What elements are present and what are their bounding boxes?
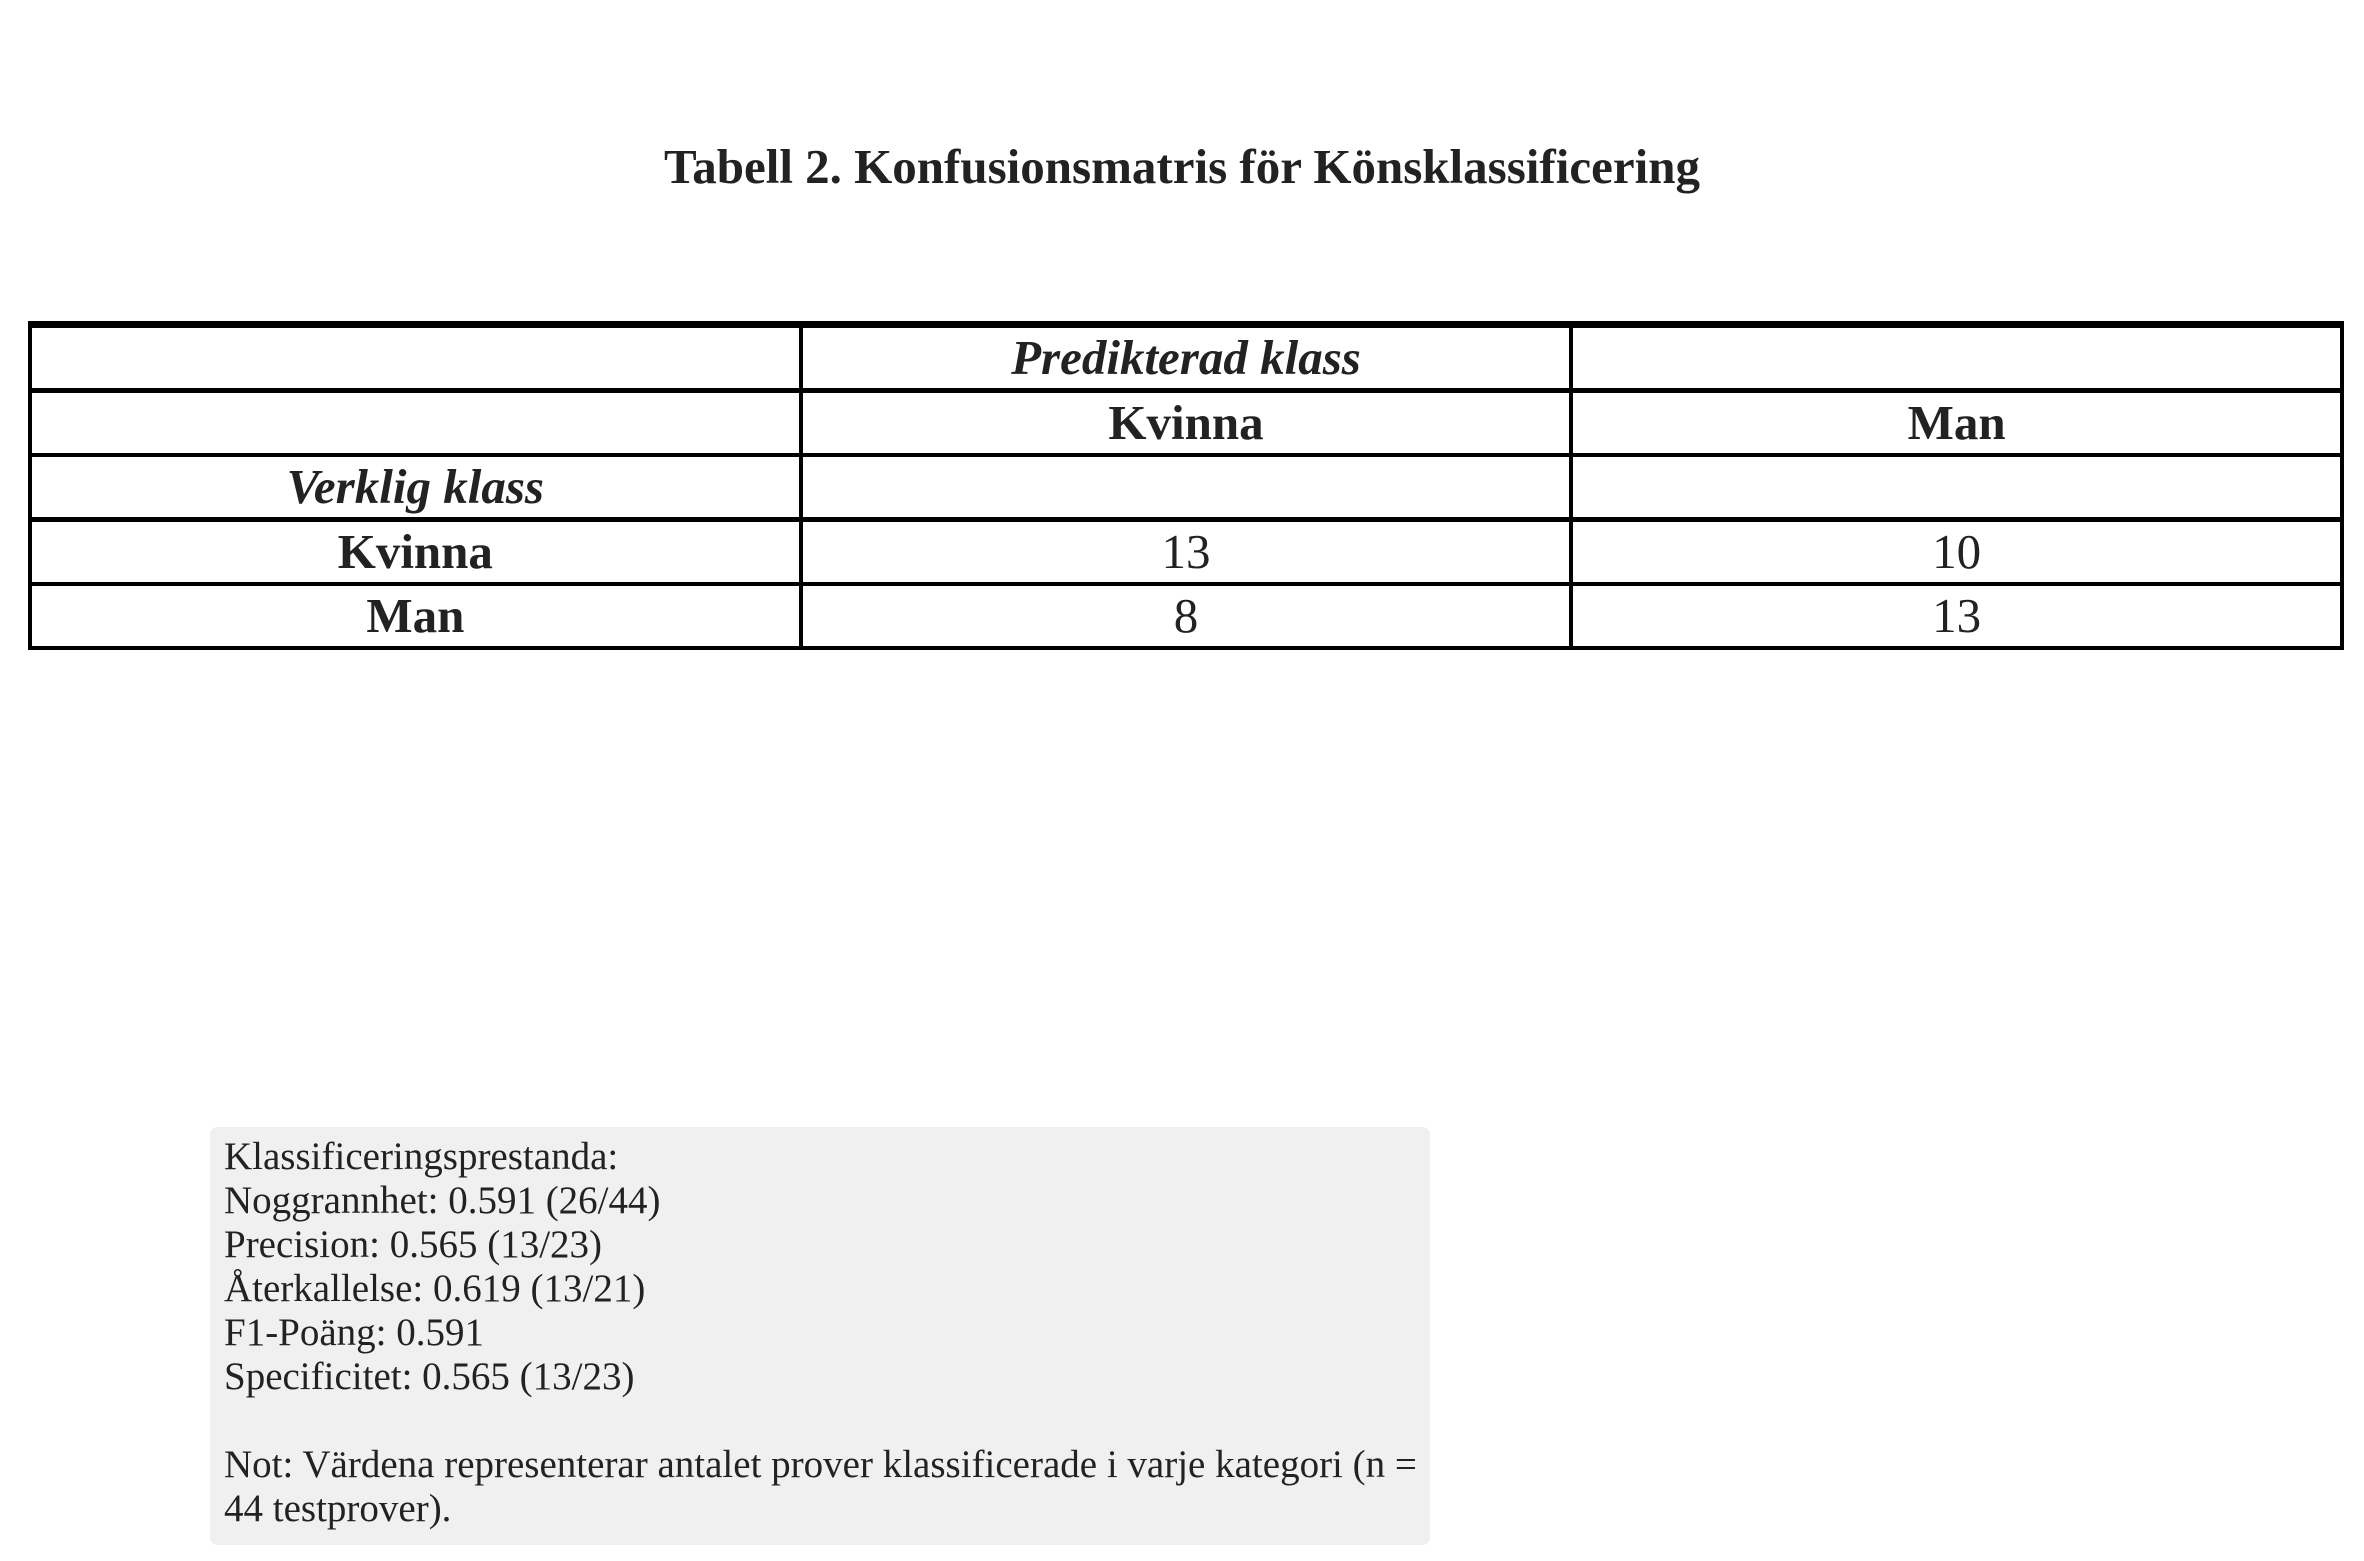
count-cell: 13 xyxy=(801,520,1572,585)
predicted-class-header: Predikterad klass xyxy=(801,325,1572,391)
note-text: Not: Värdena representerar antalet prover klassificerade i varje kategori (n = 44 testprover). xyxy=(224,1443,1417,1530)
empty-cell xyxy=(801,455,1572,520)
actual-class-kvinna: Kvinna xyxy=(30,520,801,585)
count-cell: 13 xyxy=(1571,584,2342,648)
predicted-classes-row xyxy=(30,391,2342,456)
metric-f1: F1-Poäng: 0.591 xyxy=(224,1311,485,1354)
empty-cell xyxy=(1571,455,2342,520)
count-cell: 8 xyxy=(801,584,1572,648)
table-row xyxy=(30,584,2342,648)
confusion-matrix-table xyxy=(28,321,2344,650)
empty-cell xyxy=(1571,325,2342,391)
count-cell: 10 xyxy=(1571,520,2342,585)
predicted-class-kvinna: Kvinna xyxy=(801,391,1572,456)
metric-precision: Precision: 0.565 (13/23) xyxy=(224,1223,603,1266)
metric-accuracy: Noggrannhet: 0.591 (26/44) xyxy=(224,1179,661,1222)
metric-recall: Återkallelse: 0.619 (13/21) xyxy=(224,1267,646,1310)
actual-class-header-row xyxy=(30,455,2342,520)
notes-heading: Klassificeringsprestanda: xyxy=(224,1135,619,1178)
table-row xyxy=(30,520,2342,585)
table-header-row xyxy=(30,325,2342,391)
actual-class-man: Man xyxy=(30,584,801,648)
metric-specificity: Specificitet: 0.565 (13/23) xyxy=(224,1355,635,1398)
actual-class-header: Verklig klass xyxy=(30,455,801,520)
spacer xyxy=(224,1399,1418,1443)
table-title: Tabell 2. Konfusionsmatris för Könsklassificering xyxy=(664,139,1700,194)
empty-cell xyxy=(30,325,801,391)
predicted-class-man: Man xyxy=(1571,391,2342,456)
performance-notes-box xyxy=(210,1127,1430,1545)
empty-cell xyxy=(30,391,801,456)
